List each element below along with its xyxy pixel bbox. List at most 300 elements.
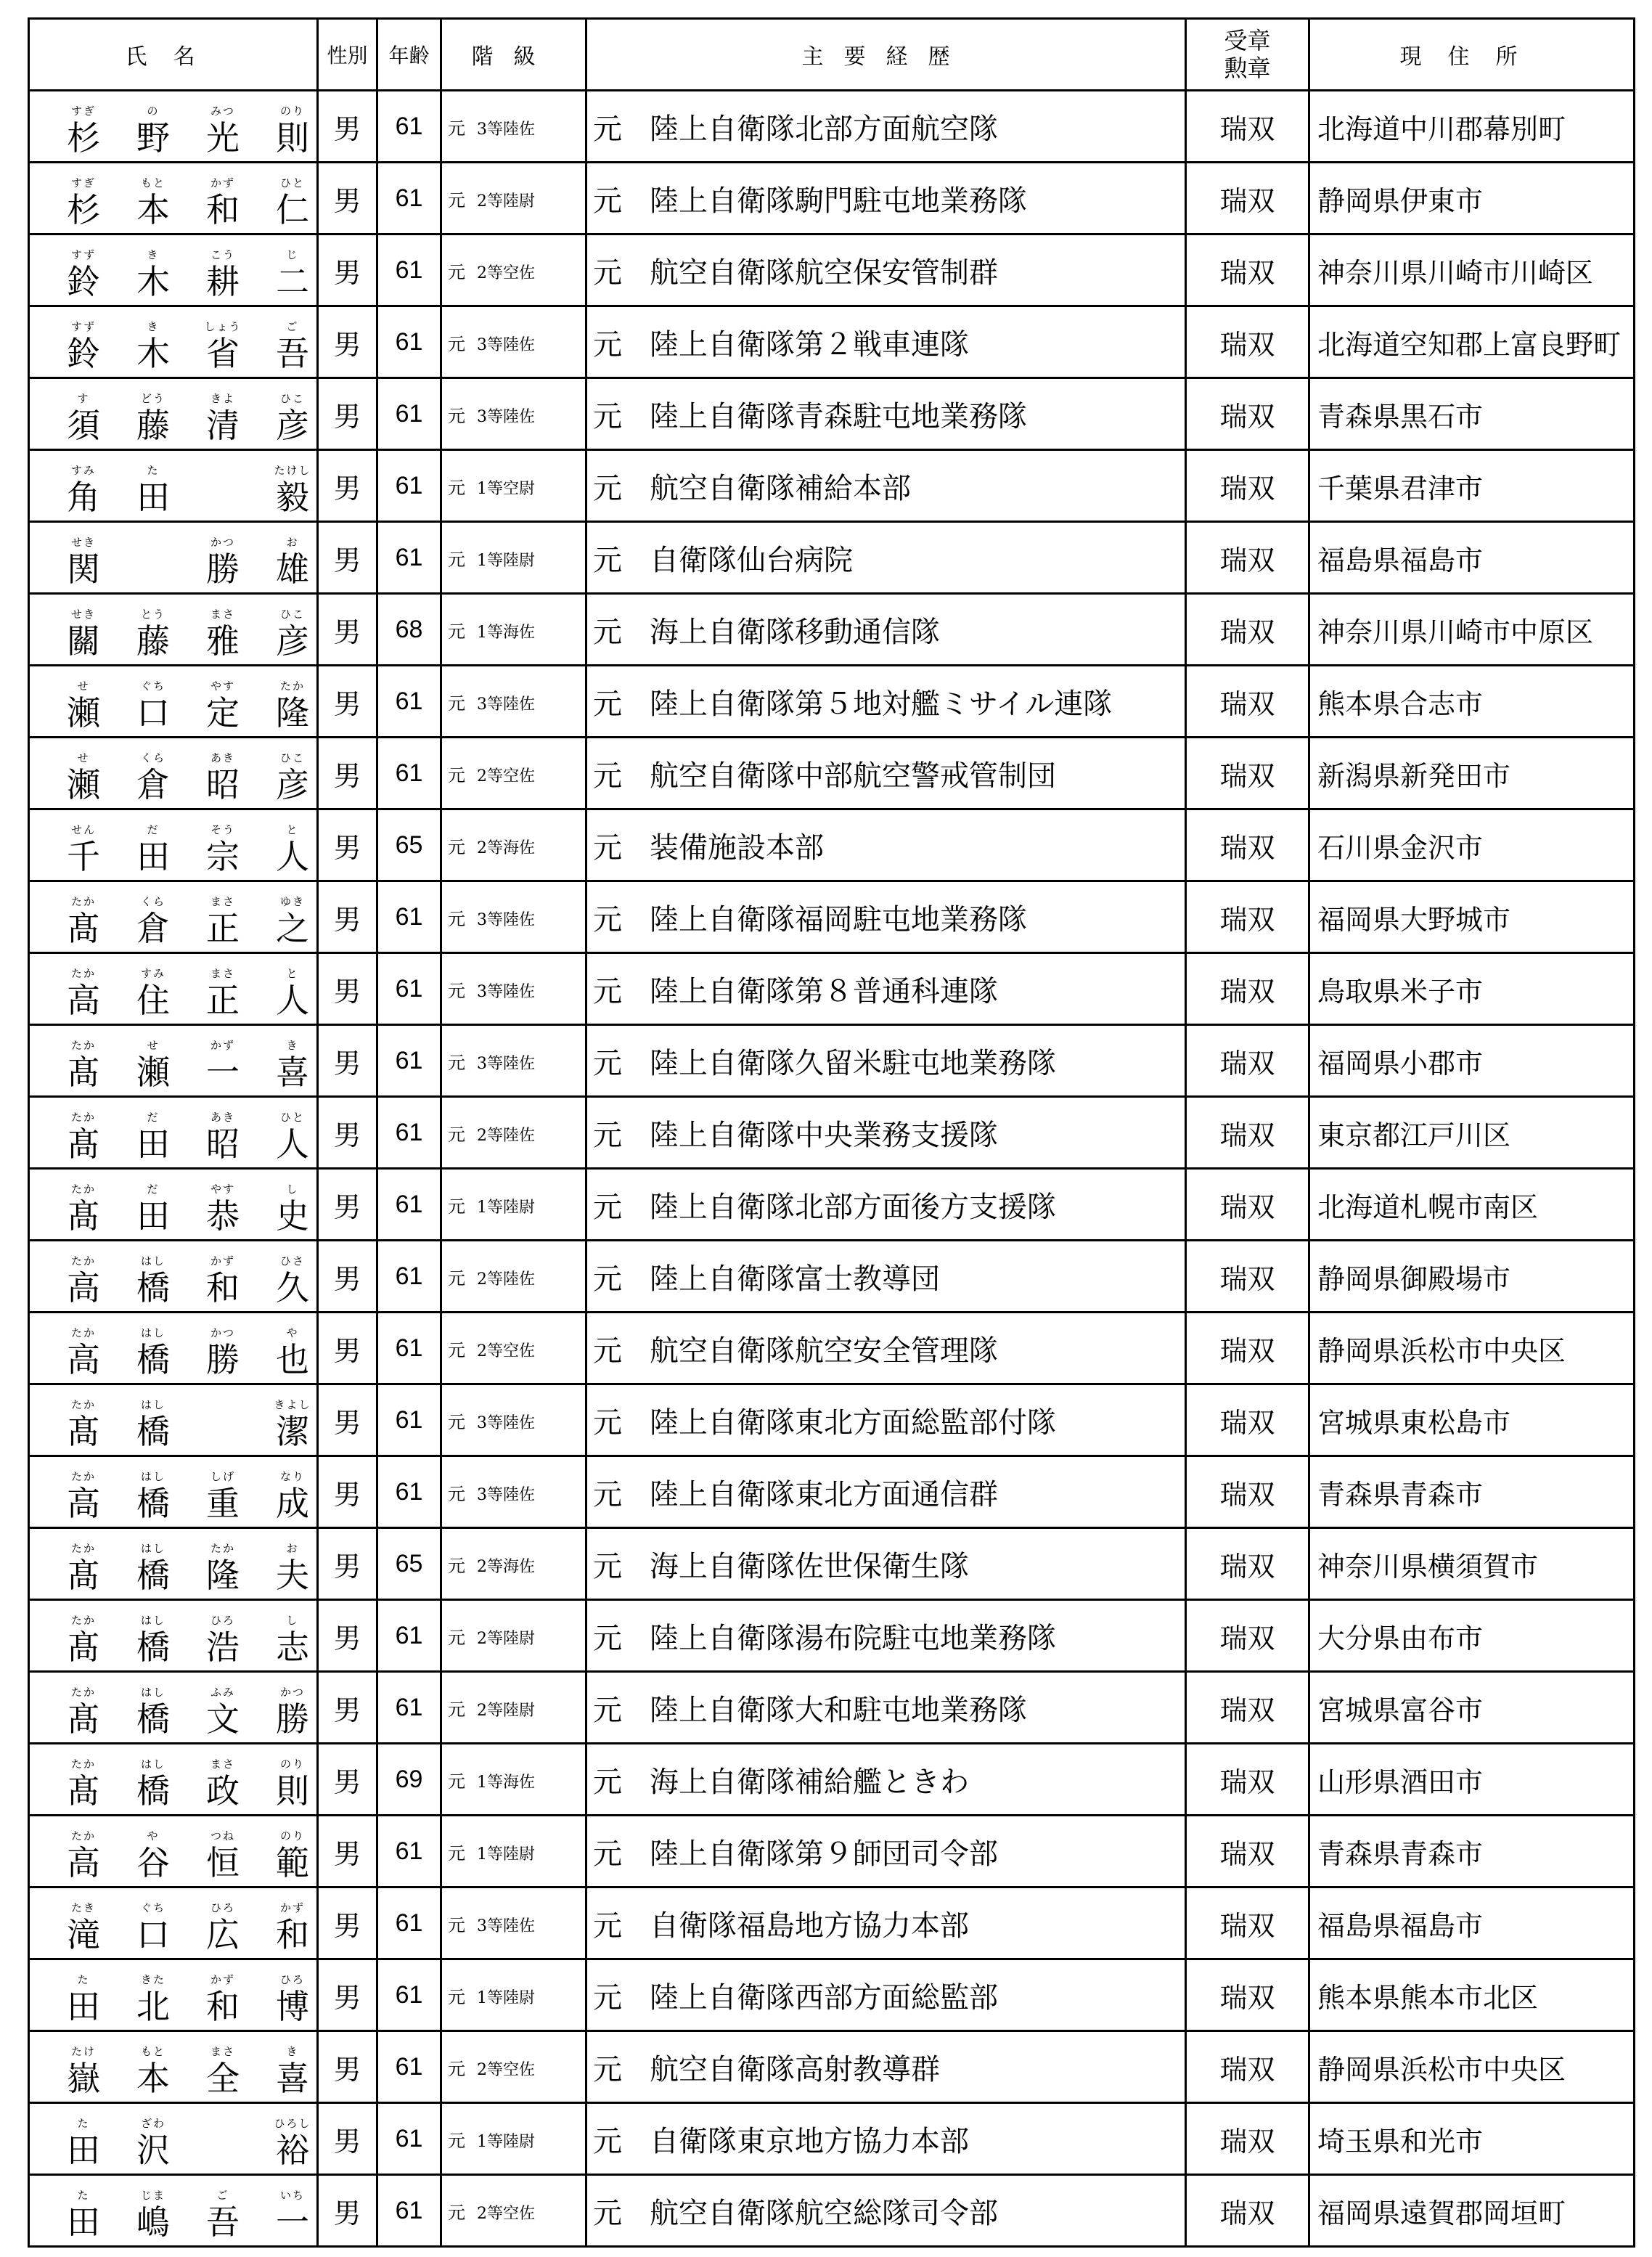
header-award-line2: 勲章 (1224, 54, 1271, 82)
name-kanji: 志 (276, 1628, 309, 1667)
career-cell (586, 666, 1186, 738)
name-kanji: 口 (136, 1915, 170, 1954)
name-char (60, 1686, 107, 1741)
name-char (130, 2117, 176, 2172)
table-row (29, 234, 1635, 306)
rank-value: 2等空佐 (477, 767, 535, 785)
gender-cell: 男 (318, 163, 377, 234)
rank-value: 2等陸尉 (477, 1701, 535, 1720)
name-char (269, 1398, 316, 1453)
name-kanji: 橋 (136, 1699, 170, 1739)
name-char (130, 751, 176, 807)
table-row (29, 1025, 1635, 1097)
name-grid (60, 1099, 316, 1166)
name-grid (60, 955, 316, 1022)
table-row (29, 306, 1635, 378)
name-ruby: たか (70, 1829, 96, 1842)
career-prefix: 元 (593, 2124, 622, 2158)
rank-prefix: 元 (448, 1339, 465, 1360)
table-row (29, 522, 1635, 594)
name-char (130, 1614, 176, 1669)
rank-cell (441, 1744, 586, 1816)
age-cell: 65 (377, 809, 441, 881)
gender-cell: 男 (318, 1672, 377, 1744)
gender-cell: 男 (318, 2175, 377, 2247)
name-kanji: 田 (136, 478, 170, 517)
table-body (29, 91, 1635, 2247)
table-row (29, 1313, 1635, 1384)
name-ruby: たか (70, 1111, 96, 1124)
table-row (29, 2175, 1635, 2247)
table-row (29, 1241, 1635, 1313)
age-cell: 61 (377, 234, 441, 306)
name-kanji: 谷 (136, 1843, 170, 1882)
name-ruby: き (147, 320, 160, 333)
name-char (269, 176, 316, 232)
name-kanji: 也 (276, 1340, 309, 1379)
rank-cell (441, 1025, 586, 1097)
name-grid (60, 740, 316, 807)
name-char (200, 1398, 246, 1453)
career-prefix: 元 (593, 1765, 622, 1799)
name-char (269, 105, 316, 160)
name-char (200, 1254, 246, 1310)
name-kanji: 恭 (206, 1196, 240, 1236)
rank-cell (441, 91, 586, 163)
name-ruby: お (286, 1542, 299, 1555)
name-kanji: 雄 (276, 550, 309, 589)
table-row (29, 881, 1635, 953)
career-prefix: 元 (593, 1980, 622, 2015)
name-char (130, 1758, 176, 1813)
name-grid (60, 93, 316, 160)
gender-cell: 男 (318, 378, 377, 450)
name-char (200, 608, 246, 663)
name-ruby: き (286, 2045, 299, 2058)
name-char (269, 608, 316, 663)
gender-cell: 男 (318, 306, 377, 378)
name-grid (60, 452, 316, 519)
rank-value: 1等陸尉 (477, 1845, 535, 1864)
name-kanji: 倉 (136, 765, 170, 804)
name-ruby: たか (279, 679, 305, 693)
career-cell (586, 522, 1186, 594)
table-row (29, 2103, 1635, 2175)
name-kanji: 髙 (67, 1125, 100, 1164)
name-ruby: たけし (274, 464, 311, 477)
career-value: 陸上自衛隊第２戦車連隊 (650, 327, 969, 362)
name-ruby: たか (70, 1326, 96, 1339)
name-ruby: まさ (210, 608, 235, 621)
name-cell (29, 91, 318, 163)
name-kanji: 髙 (67, 1771, 100, 1811)
name-ruby: のり (279, 1829, 305, 1842)
name-ruby: ひと (279, 1111, 305, 1124)
name-ruby: たけ (70, 2045, 96, 2058)
name-char (269, 1542, 316, 1597)
career-cell (586, 1528, 1186, 1600)
name-char (130, 392, 176, 447)
table-row (29, 1169, 1635, 1241)
name-ruby: たか (70, 967, 96, 980)
award-cell: 瑞双 (1186, 91, 1309, 163)
name-ruby: じま (140, 2189, 165, 2202)
name-char (130, 1254, 176, 1310)
gender-cell: 男 (318, 1384, 377, 1456)
name-cell (29, 234, 318, 306)
age-cell: 61 (377, 2103, 441, 2175)
name-ruby: きよ (210, 392, 235, 405)
name-ruby: せき (70, 536, 96, 549)
rank-prefix: 元 (448, 1052, 465, 1073)
table-row (29, 1744, 1635, 1816)
name-ruby: たか (70, 1542, 96, 1555)
career-cell (586, 738, 1186, 809)
career-prefix: 元 (593, 615, 622, 649)
rank-value: 3等陸佐 (477, 335, 535, 354)
rank-cell (441, 594, 586, 666)
career-value: 海上自衛隊佐世保衛生隊 (650, 1549, 969, 1583)
rank-prefix: 元 (448, 621, 465, 642)
name-kanji: 之 (276, 909, 309, 948)
career-cell (586, 2103, 1186, 2175)
name-kanji: 髙 (67, 1699, 100, 1739)
rank-value: 1等陸尉 (477, 1988, 535, 2007)
name-kanji: 田 (67, 2203, 100, 2242)
name-kanji: 須 (67, 406, 100, 445)
award-cell: 瑞双 (1186, 809, 1309, 881)
award-cell: 瑞双 (1186, 1600, 1309, 1672)
rank-cell (441, 2031, 586, 2103)
name-char (269, 2045, 316, 2100)
gender-cell: 男 (318, 2103, 377, 2175)
age-cell: 61 (377, 1887, 441, 1959)
age-cell: 61 (377, 1025, 441, 1097)
career-prefix: 元 (593, 1046, 622, 1080)
name-ruby: しげ (210, 1470, 235, 1483)
name-ruby: まさ (210, 895, 235, 908)
name-char (130, 1470, 176, 1525)
gender-cell: 男 (318, 1528, 377, 1600)
rank-cell (441, 1672, 586, 1744)
age-cell: 61 (377, 1241, 441, 1313)
career-cell (586, 2175, 1186, 2247)
rank-prefix: 元 (448, 908, 465, 929)
age-cell: 61 (377, 881, 441, 953)
name-kanji: 隆 (206, 1556, 240, 1595)
name-char (60, 176, 107, 232)
name-ruby: すず (70, 320, 97, 333)
decoration-roster-table (28, 17, 1635, 2248)
table-row (29, 953, 1635, 1025)
gender-cell: 男 (318, 522, 377, 594)
name-kanji: 裕 (276, 2131, 309, 2170)
career-value: 海上自衛隊移動通信隊 (650, 615, 940, 649)
rank-prefix: 元 (448, 1555, 465, 1576)
name-kanji: 嶽 (67, 2059, 100, 2098)
name-kanji: 政 (206, 1771, 240, 1811)
award-cell: 瑞双 (1186, 594, 1309, 666)
age-cell: 61 (377, 378, 441, 450)
table-row (29, 91, 1635, 163)
name-ruby: お (286, 536, 299, 549)
address-cell: 北海道中川郡幕別町 (1309, 91, 1635, 163)
age-cell: 61 (377, 163, 441, 234)
address-cell: 福島県福島市 (1309, 522, 1635, 594)
name-ruby: はし (140, 1254, 165, 1268)
name-ruby: せ (147, 1039, 160, 1052)
name-kanji: 髙 (67, 1412, 100, 1451)
name-kanji: 北 (136, 1987, 170, 2026)
name-char (269, 2189, 316, 2244)
age-cell: 61 (377, 1097, 441, 1169)
name-ruby: し (286, 1183, 299, 1196)
address-cell: 東京都江戸川区 (1309, 1097, 1635, 1169)
name-ruby: たか (70, 1614, 96, 1627)
name-char (130, 1973, 176, 2028)
rank-value: 2等空佐 (477, 2060, 535, 2079)
award-cell: 瑞双 (1186, 2031, 1309, 2103)
name-char (60, 2117, 107, 2172)
address-cell: 熊本県合志市 (1309, 666, 1635, 738)
name-kanji: 高 (67, 981, 100, 1020)
name-char (200, 751, 246, 807)
name-char (200, 2117, 246, 2172)
career-value: 陸上自衛隊東北方面総監部付隊 (650, 1405, 1056, 1440)
career-value: 陸上自衛隊中央業務支援隊 (650, 1118, 998, 1152)
career-cell (586, 594, 1186, 666)
gender-cell: 男 (318, 881, 377, 953)
address-cell: 青森県青森市 (1309, 1456, 1635, 1528)
career-value: 陸上自衛隊北部方面後方支援隊 (650, 1190, 1056, 1224)
name-ruby: た (147, 464, 160, 477)
age-cell: 61 (377, 306, 441, 378)
age-cell: 61 (377, 522, 441, 594)
gender-cell: 男 (318, 91, 377, 163)
name-ruby: いち (279, 2189, 305, 2202)
name-char (269, 2117, 316, 2172)
name-char (269, 1973, 316, 2028)
rank-prefix: 元 (448, 1411, 465, 1432)
career-value: 陸上自衛隊久留米駐屯地業務隊 (650, 1046, 1056, 1080)
award-cell: 瑞双 (1186, 953, 1309, 1025)
address-cell: 大分県由布市 (1309, 1600, 1635, 1672)
name-kanji: 橋 (136, 1340, 170, 1379)
age-cell: 61 (377, 2175, 441, 2247)
name-cell (29, 2103, 318, 2175)
career-value: 陸上自衛隊第５地対艦ミサイル連隊 (650, 687, 1113, 721)
name-kanji: 和 (206, 1268, 240, 1307)
rank-cell (441, 1456, 586, 1528)
gender-cell: 男 (318, 1169, 377, 1241)
name-kanji: 田 (136, 837, 170, 876)
name-kanji: 吾 (276, 334, 309, 373)
name-grid (60, 883, 316, 950)
name-ruby: こう (210, 248, 235, 261)
gender-cell: 男 (318, 1816, 377, 1887)
name-cell (29, 1384, 318, 1456)
career-value: 陸上自衛隊福岡駐屯地業務隊 (650, 902, 1027, 936)
career-value: 陸上自衛隊東北方面通信群 (650, 1477, 998, 1511)
name-char (200, 679, 246, 735)
name-ruby: とう (140, 608, 165, 621)
career-cell (586, 1097, 1186, 1169)
name-ruby: ひろ (210, 1614, 235, 1627)
name-kanji: 藤 (136, 621, 170, 661)
gender-cell: 男 (318, 1241, 377, 1313)
name-ruby: はし (140, 1542, 165, 1555)
name-char (200, 536, 246, 591)
gender-cell: 男 (318, 953, 377, 1025)
name-ruby: と (286, 823, 299, 836)
rank-cell (441, 378, 586, 450)
career-prefix: 元 (593, 399, 622, 433)
table-row (29, 2031, 1635, 2103)
name-char (60, 1470, 107, 1525)
name-grid (60, 2177, 316, 2244)
name-ruby: たか (70, 1470, 96, 1483)
name-kanji: 雅 (206, 621, 240, 661)
name-char (269, 1829, 316, 1885)
gender-cell: 男 (318, 738, 377, 809)
name-kanji: 人 (276, 837, 309, 876)
career-prefix: 元 (593, 256, 622, 290)
award-cell: 瑞双 (1186, 378, 1309, 450)
name-char (60, 1326, 107, 1381)
name-ruby: た (77, 2117, 90, 2130)
name-char (269, 1183, 316, 1238)
name-char (60, 967, 107, 1022)
name-char (200, 967, 246, 1022)
name-ruby: たか (70, 1183, 96, 1196)
address-cell: 福岡県小郡市 (1309, 1025, 1635, 1097)
career-prefix: 元 (593, 471, 622, 505)
roster-page (28, 17, 1633, 2248)
name-kanji: 橋 (136, 1771, 170, 1811)
name-char (200, 1326, 246, 1381)
name-grid (60, 380, 316, 447)
career-prefix: 元 (593, 1405, 622, 1440)
name-kanji: 夫 (276, 1556, 309, 1595)
table-row (29, 163, 1635, 234)
rank-prefix: 元 (448, 2130, 465, 2151)
name-grid (60, 1818, 316, 1885)
name-kanji: 住 (136, 981, 170, 1020)
career-value: 陸上自衛隊駒門駐屯地業務隊 (650, 184, 1027, 218)
name-ruby: のり (279, 1758, 305, 1771)
name-cell (29, 1313, 318, 1384)
name-ruby: たか (210, 1542, 235, 1555)
rank-cell (441, 953, 586, 1025)
header-name: 氏名 (29, 19, 318, 91)
table-row (29, 594, 1635, 666)
name-ruby: ゆき (279, 895, 305, 908)
rank-value: 3等陸佐 (477, 695, 535, 714)
career-prefix: 元 (593, 687, 622, 721)
name-char (60, 1398, 107, 1453)
name-char (200, 392, 246, 447)
name-ruby: のり (279, 105, 305, 118)
rank-cell (441, 163, 586, 234)
rank-cell (441, 450, 586, 522)
career-value: 陸上自衛隊青森駐屯地業務隊 (650, 399, 1027, 433)
career-prefix: 元 (593, 1190, 622, 1224)
name-char (200, 1829, 246, 1885)
name-char (60, 1254, 107, 1310)
name-ruby: だ (147, 823, 160, 836)
age-cell: 61 (377, 91, 441, 163)
name-ruby: き (147, 248, 160, 261)
table-row (29, 809, 1635, 881)
name-kanji: 勝 (206, 550, 240, 589)
name-grid (60, 524, 316, 591)
name-ruby: どう (140, 392, 165, 405)
table-row (29, 666, 1635, 738)
career-value: 航空自衛隊航空総隊司令部 (650, 2196, 998, 2230)
name-ruby: かず (210, 176, 235, 189)
name-char (130, 895, 176, 950)
career-value: 航空自衛隊中部航空警戒管制団 (650, 759, 1056, 793)
name-kanji: 喜 (276, 2059, 309, 2098)
name-char (200, 105, 246, 160)
rank-cell (441, 1169, 586, 1241)
name-kanji: 全 (206, 2059, 240, 2098)
name-char (269, 967, 316, 1022)
name-kanji: 昭 (206, 765, 240, 804)
career-value: 陸上自衛隊第９師団司令部 (650, 1837, 998, 1871)
rank-value: 1等空尉 (477, 479, 535, 498)
name-char (60, 1542, 107, 1597)
name-ruby: しょう (204, 320, 242, 333)
gender-cell: 男 (318, 1097, 377, 1169)
name-kanji: 高 (67, 1484, 100, 1523)
career-cell (586, 378, 1186, 450)
address-cell: 青森県青森市 (1309, 1816, 1635, 1887)
gender-cell: 男 (318, 1025, 377, 1097)
name-char (200, 2045, 246, 2100)
name-ruby: はし (140, 1686, 165, 1699)
address-cell: 山形県酒田市 (1309, 1744, 1635, 1816)
name-ruby: ぐち (140, 679, 165, 693)
name-char (60, 608, 107, 663)
header-age: 年齢 (377, 19, 441, 91)
career-value: 陸上自衛隊第８普通科連隊 (650, 974, 998, 1008)
career-prefix: 元 (593, 974, 622, 1008)
name-char (200, 895, 246, 950)
rank-cell (441, 2103, 586, 2175)
name-ruby: もと (140, 2045, 165, 2058)
name-ruby: かつ (210, 536, 235, 549)
career-cell (586, 1025, 1186, 1097)
rank-cell (441, 1241, 586, 1313)
name-kanji: 潔 (276, 1412, 309, 1451)
table-row (29, 1456, 1635, 1528)
name-char (60, 105, 107, 160)
rank-value: 3等陸佐 (477, 982, 535, 1001)
name-char (200, 2189, 246, 2244)
name-ruby: ぐち (140, 1901, 165, 1914)
name-ruby: つね (210, 1829, 235, 1842)
name-kanji: 昭 (206, 1125, 240, 1164)
name-kanji: 文 (206, 1699, 240, 1739)
career-prefix: 元 (593, 759, 622, 793)
rank-value: 3等陸佐 (477, 1485, 535, 1504)
award-cell: 瑞双 (1186, 2103, 1309, 2175)
name-char (60, 248, 107, 303)
age-cell: 61 (377, 738, 441, 809)
rank-cell (441, 1313, 586, 1384)
rank-prefix: 元 (448, 764, 465, 785)
